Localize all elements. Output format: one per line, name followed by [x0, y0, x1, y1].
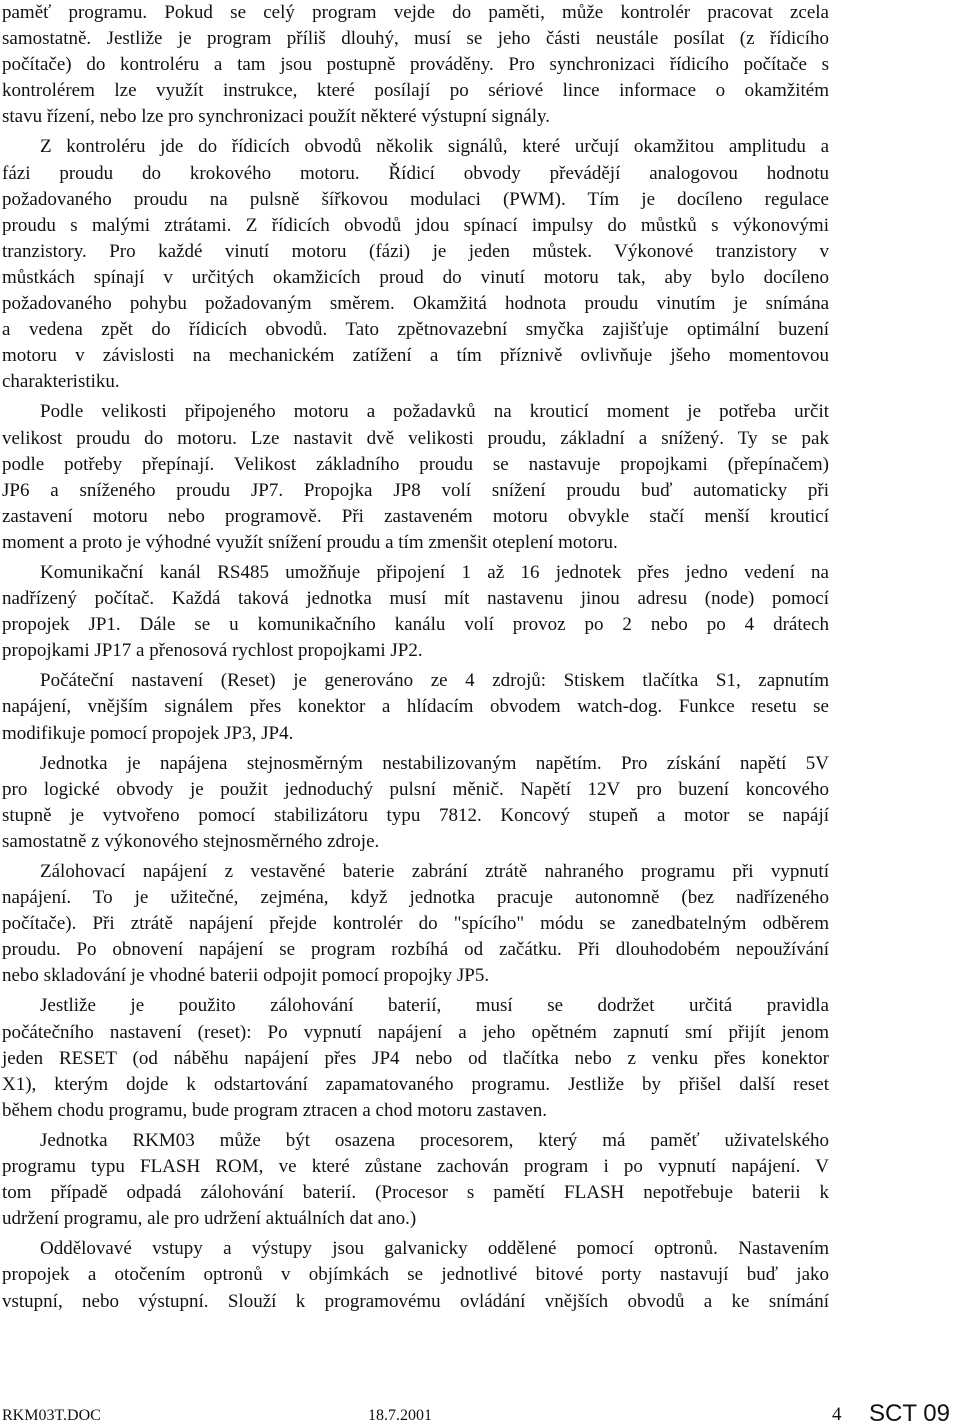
- text-line: propojek JP1. Dále se u komunikačního kanálu volí provoz po 2 nebo po 4 drátech: [2, 614, 829, 636]
- text-line: požadovaného proudu na pulsně šířkovou modulaci (PWM). Tím je docíleno regulace: [2, 188, 829, 210]
- text-line: vstupní, nebo výstupní. Slouží k programovému ovládání vnějších obvodů a ke snímání: [2, 1290, 829, 1312]
- text-line: pro logické obvody je použit jednoduchý pulsní měnič. Napětí 12V pro buzení koncového: [2, 778, 829, 800]
- text-line: Jednotka RKM03 může být osazena procesorem, který má paměť uživatelského: [40, 1129, 829, 1151]
- paragraph: [2, 0, 829, 130]
- text-line: stupně je vytvořeno pomocí stabilizátoru typu 7812. Koncový stupeň a motor se napájí: [2, 804, 829, 826]
- text-line: fázi proudu do krokového motoru. Řídicí obvody převádějí analogovou hodnotu: [2, 162, 829, 184]
- text-line: moment a proto je výhodné využít snížení proudu a tím zmenšit oteplení motoru.: [2, 531, 618, 553]
- text-line: JP6 a sníženého proudu JP7. Propojka JP8 volí snížení proudu buď automaticky při: [2, 479, 829, 501]
- text-line: udržení programu, ale pro udržení aktuálních dat ano.): [2, 1208, 417, 1230]
- text-line: velikost proudu do motoru. Lze nastavit dvě velikosti proudu, základní a snížený. Ty se pak: [2, 427, 829, 449]
- text-line: Jednotka je napájena stejnosměrným nestabilizovaným napětím. Pro získání napětí 5V: [40, 752, 829, 774]
- text-line: během chodu programu, bude program ztracen a chod motoru zastaven.: [2, 1099, 547, 1121]
- text-line: modifikuje pomocí propojek JP3, JP4.: [2, 722, 294, 744]
- text-line: jeden RESET (od náběhu napájení přes JP4 nebo od tlačítka nebo z venku přes konektor: [2, 1047, 829, 1069]
- text-line: požadovaného pohybu požadovaným směrem. Okamžitá hodnota proudu vinutím je snímána: [2, 293, 829, 315]
- footer-document-code: SCT 09: [869, 1400, 950, 1426]
- text-line: nebo skladování je vhodné baterii odpojit pomocí propojky JP5.: [2, 965, 490, 987]
- text-line: Oddělovavé vstupy a výstupy jsou galvanicky oddělené pomocí optronů. Nastavením: [40, 1238, 829, 1260]
- text-line: kontrolérem lze využít instrukce, které posílají po sériové lince informace o okamžitém: [2, 80, 829, 102]
- text-line: charakteristiku.: [2, 371, 120, 393]
- footer-date: 18.7.2001: [368, 1407, 432, 1424]
- text-line: X1), kterým dojde k odstartování zapamatovaného programu. Jestliže by přišel další reset: [2, 1073, 829, 1095]
- text-line: programu typu FLASH ROM, ve které zůstane zachován program i po vypnutí napájení. V: [2, 1156, 829, 1178]
- paragraph: [2, 399, 829, 556]
- text-line: podle potřeby přepínají. Velikost základního proudu se nastavuje propojkami (přepínačem): [2, 453, 829, 475]
- text-line: počítače). Při ztrátě napájení přejde kontrolér do "spícího" módu se zanedbatelným odběrem: [2, 913, 829, 935]
- footer-filename: RKM03T.DOC: [2, 1407, 101, 1424]
- text-line: Komunikační kanál RS485 umožňuje připojení 1 až 16 jednotek přes jedno vedení na: [40, 561, 829, 583]
- text-line: stavu řízení, nebo lze pro synchronizaci použít některé výstupní signály.: [2, 106, 551, 128]
- paragraph: [2, 1128, 829, 1232]
- text-line: propojek a otočením optronů v objímkách se jednotlivé bitové porty nastavují buď jako: [2, 1264, 829, 1286]
- text-line: proudu s malými ztrátami. Z řídicích obvodů jdou spínací impulsy do můstků s výkonovými: [2, 214, 829, 236]
- text-line: počátečního nastavení (reset): Po vypnutí napájení a jeho opětném zapnutí smí přijít jenom: [2, 1021, 829, 1043]
- text-line: paměť programu. Pokud se celý program vejde do paměti, může kontrolér pracovat zcela: [2, 2, 829, 23]
- text-line: Zálohovací napájení z vestavěné baterie zabrání ztrátě nahraného programu při vypnutí: [40, 861, 829, 882]
- text-line: propojkami JP17 a přenosová rychlost propojkami JP2.: [2, 640, 423, 662]
- text-line: Z kontroléru jde do řídicích obvodů několik signálů, které určují okamžitou amplitudu a: [40, 136, 829, 158]
- text-line: můstkách spínají v určitých okamžicích proud do vinutí motoru tak, aby bylo docíleno: [2, 266, 829, 288]
- text-line: tranzistory. Pro každé vinutí motoru (fázi) je jeden můstek. Výkonové tranzistory v: [2, 240, 829, 262]
- paragraph: [2, 993, 829, 1123]
- text-line: nadřízený počítač. Každá taková jednotka musí mít nastavenu jinou adresu (node) pomocí: [2, 588, 829, 610]
- text-line: samostatně z výkonového stejnosměrného zdroje.: [2, 830, 380, 852]
- text-line: samostatně. Jestliže je program příliš dlouhý, musí se jeho části neustále posílat (z řídicího: [2, 28, 829, 50]
- paragraph: [2, 859, 829, 989]
- text-line: napájení. To je užitečné, zejména, když jednotka pracuje autonomně (bez nadřízeného: [2, 887, 829, 909]
- text-line: Jestliže je použito zálohování baterií, musí se dodržet určitá pravidla: [40, 995, 829, 1017]
- paragraph: [2, 1236, 829, 1314]
- text-line: zastavení motoru nebo programově. Při zastaveném motoru obvykle stačí menší krouticí: [2, 505, 829, 527]
- paragraph: [2, 560, 829, 664]
- text-line: napájení, vnějším signálem přes konektor a hlídacím obvodem watch-dog. Funkce resetu se: [2, 696, 829, 718]
- text-line: počítače) do kontroléru a tam jsou postupně prováděny. Pro synchronizaci řídicího počítače s: [2, 54, 829, 76]
- text-line: motoru v závislosti na mechanickém zatížení a tím příznivě ovlivňuje jšeho momentovou: [2, 345, 829, 367]
- text-line: Počáteční nastavení (Reset) je generováno ze 4 zdrojů: Stiskem tlačítka S1, zapnutím: [40, 670, 829, 692]
- footer-page-number: 4: [832, 1404, 842, 1425]
- document-body: [2, 0, 829, 1319]
- text-line: a vedena zpět do řídicích obvodů. Tato zpětnovazební smyčka zajišťuje optimální buzení: [2, 319, 829, 341]
- paragraph: [2, 134, 829, 395]
- text-line: Podle velikosti připojeného motoru a požadavků na krouticí moment je potřeba určit: [40, 401, 829, 423]
- text-line: proudu. Po obnovení napájení se program rozbíhá od začátku. Při dlouhodobém nepoužívání: [2, 939, 829, 961]
- paragraph: [2, 751, 829, 855]
- text-line: tom případě odpadá zálohování baterií. (Procesor s pamětí FLASH nepotřebuje baterii k: [2, 1182, 829, 1204]
- paragraph: [2, 668, 829, 746]
